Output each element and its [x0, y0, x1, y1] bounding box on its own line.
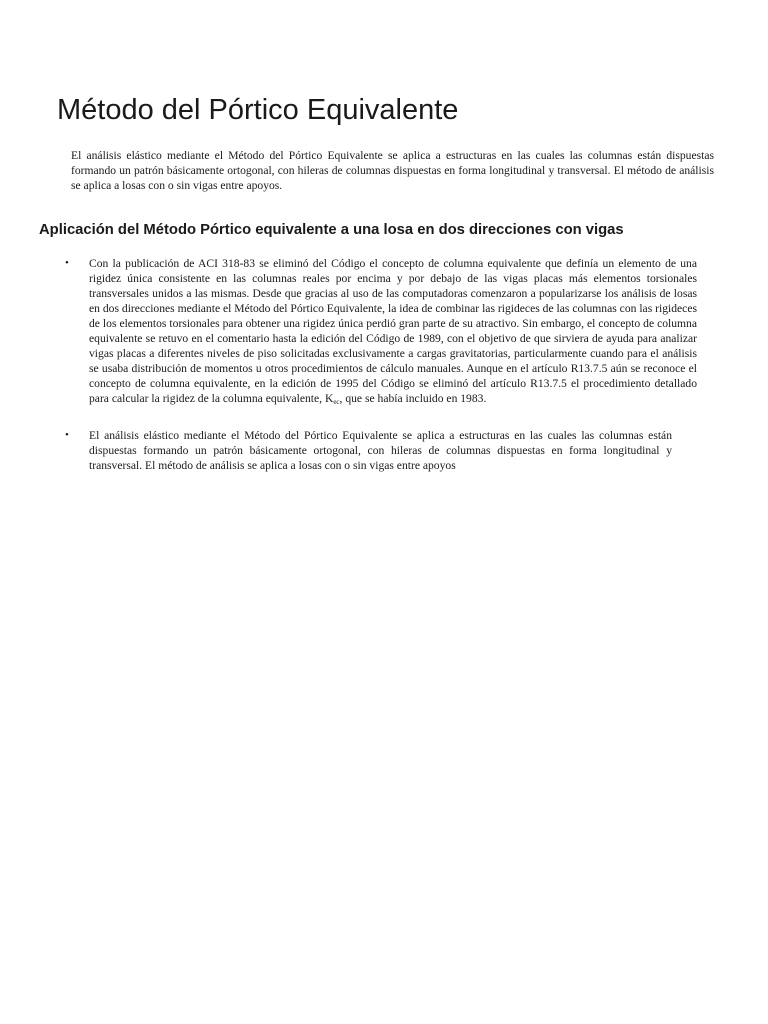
- page-title: Método del Pórtico Equivalente: [57, 94, 459, 126]
- bullet-list: [62, 256, 697, 491]
- bullet-item-2: [62, 428, 672, 473]
- section-heading: Aplicación del Método Pórtico equivalente a una losa en dos direcciones con vigas: [39, 222, 624, 238]
- bullet-text-2: El análisis elástico mediante el Método del Pórtico Equivalente se aplica a estructuras en las cuales las columnas están dispuestas formando un patrón básicamente ortogonal, con hileras de columnas dispuestas en forma longitudinal y transversal. El método de análisis se aplica a losas con o sin vigas entre apoyos: [89, 429, 672, 472]
- intro-paragraph: El análisis elástico mediante el Método del Pórtico Equivalente se aplica a estructuras en las cuales las columnas están dispuestas formando un patrón básicamente ortogonal, con hileras de columnas dispuestas en forma longitudinal y transversal. El método de análisis se aplica a losas con o sin vigas entre apoyos.: [71, 149, 714, 192]
- bullet-item-1: [62, 256, 697, 410]
- bullet-icon: •: [65, 257, 69, 269]
- bullet-text-1-end: , que se había incluido en 1983.: [339, 392, 487, 405]
- k-subscript: ec: [333, 398, 340, 406]
- bullet-text-1: Con la publicación de ACI 318-83 se eliminó del Código el concepto de columna equivalente que definía un elemento de una rigidez única consistente en las columnas reales por encima y por debajo de las vigas placas más elementos torsionales transversales unidos a las mismas. Desde que gracias al uso de las computadoras comenzaron a popularizarse los análisis de losas en dos direcciones mediante el Método del Pórtico Equivalente, la idea de combinar las rigideces de las columnas con las rigideces de los elementos torsionales para obtener una rigidez única perdió gran parte de su atractivo. Sin embargo, el concepto de columna equivalente se retuvo en el comentario hasta la edición del Código de 1989, con el objetivo de que sirviera de ayuda para analizar vigas placas a diferentes niveles de piso solicitadas exclusivamente a cargas gravitatorias, particularmente cuando para el análisis se usaba distribución de momentos u otros procedimientos de cálculo manuales. Aunque en el artículo R13.7.5 aún se reconoce el concepto de columna equivalente, en la edición de 1995 del Código se eliminó del artículo R13.7.5 el procedimiento detallado para calcular la rigidez de la columna equivalente, K: [89, 257, 697, 405]
- bullet-icon: •: [65, 429, 69, 441]
